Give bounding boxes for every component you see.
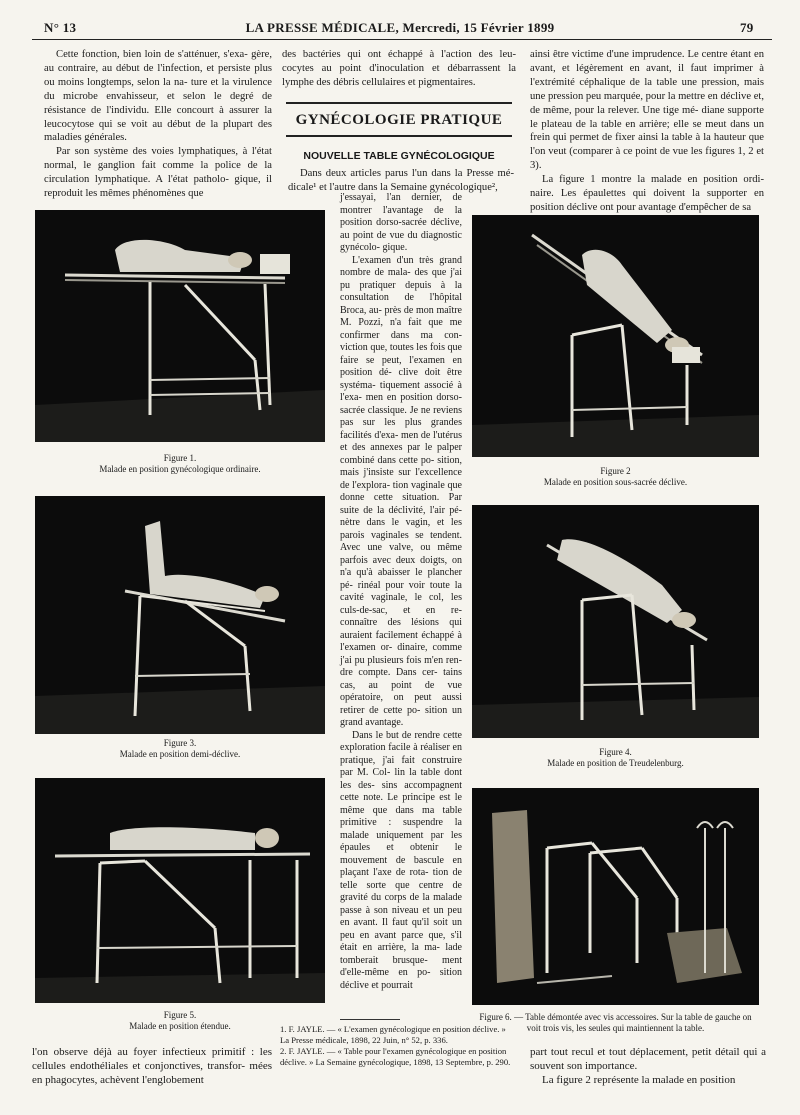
footnote-rule (340, 1019, 400, 1020)
figure-label: Figure 4. (599, 747, 632, 757)
figure-3-photo (35, 496, 325, 734)
top-middle-text (282, 48, 516, 90)
patient-table-trendelenburg-icon (472, 505, 759, 738)
top-left-text (44, 48, 272, 201)
figure-label: Figure 2 (600, 466, 631, 476)
issue-number: N° 13 (44, 20, 77, 35)
figure-1-caption (35, 453, 325, 475)
figure-1-photo (35, 210, 325, 442)
figure-2-photo (472, 215, 759, 457)
dismantled-table-parts-icon (472, 788, 759, 1005)
section-subtitle: NOUVELLE TABLE GYNÉCOLOGIQUE (303, 150, 495, 162)
journal-title: LA PRESSE MÉDICALE, Mercredi, 15 Février 1899 (245, 20, 555, 35)
paragraph: Par son système des voies lymphatiques, à l'état normal, le ganglion fait comme la police de la circulation lymphatique. A l'état patholo- gique, il reproduit les mêmes phénomènes que (44, 146, 272, 200)
figure-label: Figure 5. (163, 1010, 197, 1020)
figure-caption: Malade en position demi-déclive. (119, 749, 241, 759)
figure-5-photo (35, 778, 325, 1003)
paragraph: part tout recul et tout déplacement, petit détail qui a souvent son importance. (530, 1046, 766, 1072)
figure-caption: — Table démontée avec vis accessoires. Sur la table de gauche on voit trois vis, les seules qui maintiennent la table. (514, 1012, 752, 1033)
section-title: GYNÉCOLOGIE PRATIQUE (286, 102, 512, 137)
figure-3-caption (35, 738, 325, 760)
figure-caption: Malade en position gynécologique ordinaire. (99, 464, 261, 474)
figure-caption: Malade en position étendue. (129, 1021, 231, 1031)
figure-caption: Malade en position sous-sacrée déclive. (543, 477, 688, 487)
article-intro (288, 167, 514, 195)
patient-table-steep-icon (472, 215, 759, 457)
paragraph: La figure 1 montre la malade en position ordi- naire. Les épaulettes qui doivent la supporter en position déclive ont pour avantage d'empêcher de sa (530, 174, 764, 213)
figure-4-caption (472, 747, 759, 769)
paragraph: Dans deux articles parus l'un dans la Presse mé- dicale¹ et l'autre dans la Semaine gynécologique², (288, 168, 514, 193)
paragraph: Cette fonction, bien loin de s'atténuer, s'exa- gère, au contraire, au début de l'infection, et persiste plus ou moins longtemps, selon la na- ture et la virulence du microbe envahisseur, et selon le degré de résistance de l'individu. Elle concourt à assurer la leucocytose qui se voit au début de la plupart des maladies générales. (44, 49, 272, 144)
header-rule (32, 39, 772, 40)
page-number: 79 (740, 20, 754, 35)
figure-caption: Malade en position de Treudelenburg. (547, 758, 684, 768)
patient-table-horizontal-icon (35, 210, 325, 442)
figure-4-photo (472, 505, 759, 738)
paragraph: La figure 2 représente la malade en position (542, 1074, 736, 1086)
bottom-left-text (32, 1045, 272, 1087)
paragraph: l'on observe déjà au foyer infectieux primitif : les cellules endothéliales et conjonctives, transfor- mées en phagocytes, achèvent l'englobement (32, 1046, 272, 1086)
top-right-text (530, 48, 764, 215)
figure-label: Figure 6. (479, 1012, 512, 1022)
bottom-right-text (530, 1045, 766, 1087)
article-column (340, 192, 462, 992)
footnote: 2. F. JAYLE. — « Table pour l'examen gynécologique en position déclive. » La Semaine gynécologique, 1898, 13 Septembre, p. 290. (280, 1046, 511, 1067)
figure-label: Figure 3. (163, 738, 197, 748)
footnote: 1. F. JAYLE. — « L'examen gynécologique en position déclive. » La Presse médicale, 1898, 22 Juin, n° 52, p. 336. (280, 1024, 506, 1045)
paragraph: Dans le but de rendre cette exploration facile à réaliser en pratique, j'ai fait construire par M. Col- lin la table dont les des- sins accompagnent cette note. Le principe est le même que dans ma table primitive : suspendre la malade uniquement par les épaules et obtenir le mouvement de bascule en plaçant l'axe de rota- tion de telle sorte que centre de gravité du corps de la malade passe à son niveau et un peu en avant. Il faut qu'il soit un peu en avant parce que, s'il était en arrière, la ma- lade tomberait brusque- ment d'elle-même en po- sition déclive et pourrait (340, 729, 462, 991)
patient-table-half-incline-icon (35, 496, 325, 734)
paragraph: ainsi être victime d'une imprudence. Le centre étant en avant, et légèrement en avant, il faut imprimer à l'extrémité céphalique de la table une pression, mais une pression peu marquée, pour la mettre en déclive et, de même, pour la relever. Une tige mé- diane supporte le plateau de la table en arrière; elle se meut dans un frein qui permet de fixer ainsi la table à la hauteur que l'on veut (comparer à ce point de vue les figures 1, 2 et 3). (530, 49, 764, 172)
paragraph: L'examen d'un très grand nombre de mala- des que j'ai pu pratiquer depuis à la consultation de l'hôpital Broca, au- près de mon maître M. Pozzi, n'a fait que me confirmer dans ma con- viction que, toutes les fois que faire se peut, l'examen en position dé- clive doit être systéma- tiquement associé à l'exa- men en position dorso- sacrée classique. Je ne reviens pas sur les plus grandes facilités d'exa- men de l'utérus et des annexes par le palper combiné dans cette po- sition, mais j'insiste sur l'excellence de l'explora- tion vaginale que donne cette situation. Par suite de la déclivité, l'air pé- nètre dans le vagin, et les parois vaginales se tendent. Avec une valve, ou même parfois avec deux doigts, on n'a qu'à abaisser le plancher pé- rinéal pour voir toute la cavité vaginale, le col, les culs-de-sac, et en re- connaître des lésions qui auraient facilement échappé à l'examen or- dinaire, comme j'ai pu plusieurs fois m'en ren- dre compte. Dans cer- tains cas, au point de vue opératoire, on peut aussi retirer de cette po- sition un grand avantage. (340, 254, 462, 728)
figure-6-photo (472, 788, 759, 1005)
footnotes (280, 1024, 516, 1068)
paragraph: des bactéries qui ont échappé à l'action des leu- cocytes au point d'inoculation et débarrassent la lymphe des débris cellulaires et pigmentaires. (282, 49, 516, 88)
paragraph: j'essayai, l'an dernier, de montrer l'avantage de la position dorso-sacrée déclive, au point de vue du diagnostic gynécolo- gique. (340, 192, 462, 253)
figure-label: Figure 1. (163, 453, 197, 463)
patient-table-flat-icon (35, 778, 325, 1003)
figure-2-caption (472, 466, 759, 488)
